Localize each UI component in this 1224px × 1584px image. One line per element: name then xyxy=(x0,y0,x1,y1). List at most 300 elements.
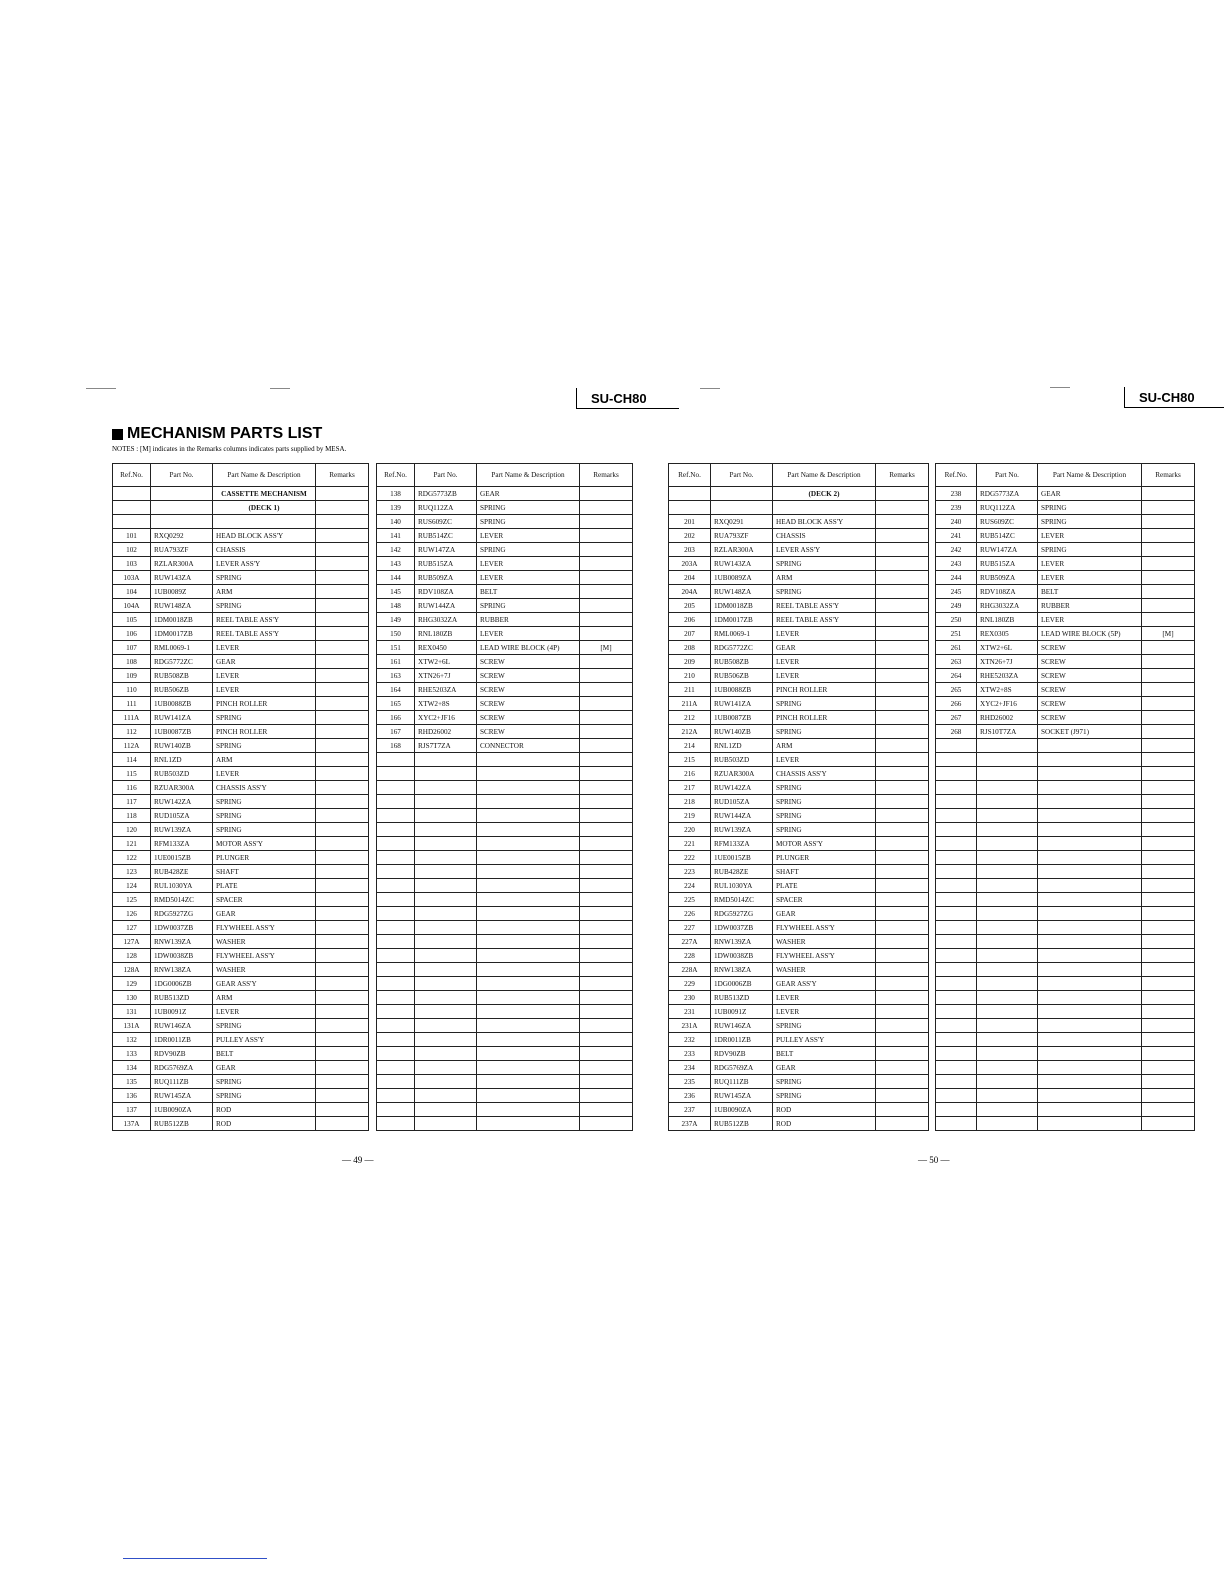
ref-cell: 133 xyxy=(113,1047,151,1061)
remarks-cell xyxy=(580,907,633,921)
ref-cell: 216 xyxy=(669,767,711,781)
part-no-cell: XTN26+7J xyxy=(977,655,1038,669)
description-cell xyxy=(477,1075,580,1089)
part-no-cell xyxy=(977,753,1038,767)
ref-cell: 116 xyxy=(113,781,151,795)
table-row xyxy=(377,739,633,753)
table-row xyxy=(669,557,929,571)
remarks-cell xyxy=(876,711,929,725)
table-row xyxy=(377,935,633,949)
description-cell xyxy=(1038,1061,1142,1075)
remarks-cell xyxy=(876,725,929,739)
page-title xyxy=(112,425,322,443)
description-cell: SCREW xyxy=(477,725,580,739)
table-row xyxy=(669,893,929,907)
table-row xyxy=(936,585,1195,599)
ref-cell xyxy=(936,1047,977,1061)
col-ref-header: Ref.No. xyxy=(936,464,977,487)
table-row xyxy=(113,599,369,613)
ref-cell xyxy=(669,501,711,515)
part-no-cell xyxy=(415,935,477,949)
ref-cell: 121 xyxy=(113,837,151,851)
table-row xyxy=(377,697,633,711)
table-row xyxy=(669,921,929,935)
remarks-cell xyxy=(580,1033,633,1047)
ref-cell: 101 xyxy=(113,529,151,543)
description-cell: GEAR xyxy=(213,655,316,669)
description-cell: SPRING xyxy=(213,823,316,837)
table-row xyxy=(936,1075,1195,1089)
ref-cell xyxy=(377,1005,415,1019)
remarks-cell xyxy=(316,865,369,879)
table-row xyxy=(936,1089,1195,1103)
remarks-cell xyxy=(876,1075,929,1089)
remarks-cell xyxy=(1142,1019,1195,1033)
part-no-cell: RDV108ZA xyxy=(977,585,1038,599)
ref-cell xyxy=(936,739,977,753)
remarks-cell xyxy=(876,557,929,571)
remarks-cell xyxy=(1142,991,1195,1005)
table-row xyxy=(113,767,369,781)
description-cell: ARM xyxy=(213,991,316,1005)
remarks-cell xyxy=(876,851,929,865)
table-row xyxy=(936,599,1195,613)
description-cell: REEL TABLE ASS'Y xyxy=(773,599,876,613)
remarks-cell xyxy=(316,1089,369,1103)
ref-cell: 265 xyxy=(936,683,977,697)
ref-cell xyxy=(936,823,977,837)
description-cell xyxy=(477,1033,580,1047)
ref-cell xyxy=(377,1089,415,1103)
remarks-cell xyxy=(580,767,633,781)
ref-cell: 108 xyxy=(113,655,151,669)
table-row xyxy=(377,893,633,907)
parts-table-4 xyxy=(935,463,1195,1131)
ref-cell: 228 xyxy=(669,949,711,963)
ref-cell: 135 xyxy=(113,1075,151,1089)
table-row xyxy=(936,571,1195,585)
description-cell xyxy=(477,753,580,767)
table-body xyxy=(377,487,633,1131)
table-row xyxy=(669,711,929,725)
remarks-cell xyxy=(1142,1005,1195,1019)
ref-cell: 161 xyxy=(377,655,415,669)
description-cell: LEVER xyxy=(1038,571,1142,585)
remarks-cell xyxy=(316,1005,369,1019)
part-no-cell: RUW143ZA xyxy=(151,571,213,585)
remarks-cell xyxy=(580,1103,633,1117)
remarks-cell xyxy=(876,781,929,795)
col-part-header: Part No. xyxy=(711,464,773,487)
part-no-cell xyxy=(415,1117,477,1131)
description-cell xyxy=(477,795,580,809)
ref-cell xyxy=(936,767,977,781)
part-no-cell: 1DW0037ZB xyxy=(711,921,773,935)
table-row xyxy=(377,907,633,921)
part-no-cell xyxy=(415,893,477,907)
description-cell: SPRING xyxy=(773,1089,876,1103)
remarks-cell xyxy=(1142,963,1195,977)
remarks-cell xyxy=(316,1047,369,1061)
remarks-cell xyxy=(316,515,369,529)
remarks-cell xyxy=(1142,697,1195,711)
ref-cell: 167 xyxy=(377,725,415,739)
description-cell: CONNECTOR xyxy=(477,739,580,753)
parts-table-2 xyxy=(376,463,633,1131)
remarks-cell xyxy=(580,571,633,585)
ref-cell xyxy=(936,851,977,865)
table-row xyxy=(113,501,369,515)
table-header-row xyxy=(377,464,633,487)
part-no-cell xyxy=(415,781,477,795)
ref-cell xyxy=(377,949,415,963)
description-cell: CHASSIS xyxy=(773,529,876,543)
description-cell: LEVER xyxy=(477,627,580,641)
part-no-cell: REX0305 xyxy=(977,627,1038,641)
table-row xyxy=(669,529,929,543)
table-row xyxy=(377,585,633,599)
remarks-cell xyxy=(876,515,929,529)
part-no-cell: RUW146ZA xyxy=(711,1019,773,1033)
description-cell: SPRING xyxy=(213,809,316,823)
table-row xyxy=(113,963,369,977)
remarks-cell xyxy=(316,669,369,683)
part-no-cell xyxy=(711,487,773,501)
description-cell: GEAR ASS'Y xyxy=(213,977,316,991)
ref-cell: 166 xyxy=(377,711,415,725)
table-row xyxy=(377,1089,633,1103)
description-cell xyxy=(1038,977,1142,991)
ref-cell: 150 xyxy=(377,627,415,641)
part-no-cell: RUW144ZA xyxy=(415,599,477,613)
description-cell: SPRING xyxy=(773,781,876,795)
description-cell xyxy=(1038,809,1142,823)
table-row xyxy=(669,781,929,795)
description-cell: LEVER xyxy=(773,991,876,1005)
remarks-cell xyxy=(580,991,633,1005)
ref-cell xyxy=(377,809,415,823)
description-cell xyxy=(1038,1089,1142,1103)
ref-cell xyxy=(377,879,415,893)
ref-cell: 231 xyxy=(669,1005,711,1019)
remarks-cell xyxy=(876,823,929,837)
description-cell: WASHER xyxy=(213,935,316,949)
remarks-cell xyxy=(316,711,369,725)
table-row xyxy=(377,669,633,683)
description-cell: LEVER xyxy=(213,1005,316,1019)
remarks-cell xyxy=(580,809,633,823)
remarks-cell xyxy=(316,571,369,585)
table-row xyxy=(113,655,369,669)
description-cell xyxy=(477,949,580,963)
description-cell: LEVER xyxy=(1038,557,1142,571)
table-row xyxy=(936,711,1195,725)
part-no-cell: RUW144ZA xyxy=(711,809,773,823)
remarks-cell xyxy=(580,879,633,893)
ref-cell: 109 xyxy=(113,669,151,683)
ref-cell: 224 xyxy=(669,879,711,893)
part-no-cell: RUB506ZB xyxy=(151,683,213,697)
table-row xyxy=(936,1047,1195,1061)
description-cell: ROD xyxy=(213,1117,316,1131)
ref-cell xyxy=(377,921,415,935)
ref-cell: 203A xyxy=(669,557,711,571)
remarks-cell xyxy=(876,879,929,893)
part-no-cell xyxy=(151,515,213,529)
table-row xyxy=(669,851,929,865)
ref-cell xyxy=(377,1033,415,1047)
ref-cell: 238 xyxy=(936,487,977,501)
table-row xyxy=(669,963,929,977)
description-cell xyxy=(477,865,580,879)
description-cell: SPRING xyxy=(213,711,316,725)
description-cell: MOTOR ASS'Y xyxy=(773,837,876,851)
table-row xyxy=(936,851,1195,865)
parts-table-3 xyxy=(668,463,929,1131)
table-row xyxy=(936,921,1195,935)
ref-cell xyxy=(377,753,415,767)
table-row xyxy=(377,837,633,851)
part-no-cell: 1DW0037ZB xyxy=(151,921,213,935)
table-row xyxy=(377,613,633,627)
table-row xyxy=(669,809,929,823)
part-no-cell: 1DM0018ZB xyxy=(151,613,213,627)
part-no-cell: RDG5773ZB xyxy=(415,487,477,501)
ref-cell: 212 xyxy=(669,711,711,725)
ref-cell xyxy=(936,991,977,1005)
part-no-cell: RUW142ZA xyxy=(151,795,213,809)
remarks-cell xyxy=(316,1103,369,1117)
remarks-cell xyxy=(580,1061,633,1075)
col-remarks-header: Remarks xyxy=(1142,464,1195,487)
page-number-left: — 49 — xyxy=(342,1155,374,1165)
remarks-cell xyxy=(580,1005,633,1019)
description-cell: GEAR xyxy=(1038,487,1142,501)
remarks-cell xyxy=(876,977,929,991)
part-no-cell: RUQ112ZA xyxy=(977,501,1038,515)
description-cell xyxy=(477,991,580,1005)
ref-cell xyxy=(377,837,415,851)
table-row xyxy=(669,991,929,1005)
col-desc-header: Part Name & Description xyxy=(1038,464,1142,487)
ref-cell xyxy=(377,865,415,879)
ref-cell xyxy=(936,893,977,907)
ref-cell: 227A xyxy=(669,935,711,949)
remarks-cell xyxy=(316,599,369,613)
ref-cell: 239 xyxy=(936,501,977,515)
part-no-cell: RUQ112ZA xyxy=(415,501,477,515)
ref-cell xyxy=(936,935,977,949)
description-cell: LEVER xyxy=(213,669,316,683)
description-cell xyxy=(1038,1019,1142,1033)
description-cell xyxy=(1038,1047,1142,1061)
scan-rule xyxy=(270,388,290,389)
page-title-text: MECHANISM PARTS LIST xyxy=(127,425,323,442)
description-cell: FLYWHEEL ASS'Y xyxy=(213,921,316,935)
part-no-cell xyxy=(977,949,1038,963)
table-row xyxy=(377,809,633,823)
description-cell: ROD xyxy=(773,1117,876,1131)
part-no-cell: RNL180ZB xyxy=(415,627,477,641)
ref-cell xyxy=(936,1117,977,1131)
ref-cell: 149 xyxy=(377,613,415,627)
description-cell xyxy=(213,515,316,529)
description-cell xyxy=(477,1061,580,1075)
remarks-cell xyxy=(580,599,633,613)
description-cell: HEAD BLOCK ASS'Y xyxy=(213,529,316,543)
remarks-cell: [M] xyxy=(580,641,633,655)
description-cell xyxy=(1038,893,1142,907)
remarks-cell xyxy=(580,487,633,501)
table-row xyxy=(936,543,1195,557)
table-row xyxy=(377,1005,633,1019)
part-no-cell xyxy=(977,1075,1038,1089)
part-no-cell xyxy=(977,893,1038,907)
ref-cell: 139 xyxy=(377,501,415,515)
table-row xyxy=(669,655,929,669)
ref-cell: 132 xyxy=(113,1033,151,1047)
table-row xyxy=(377,1033,633,1047)
table-row xyxy=(669,599,929,613)
description-cell: GEAR ASS'Y xyxy=(773,977,876,991)
description-cell xyxy=(1038,851,1142,865)
part-no-cell: RUB503ZD xyxy=(711,753,773,767)
table-row xyxy=(669,935,929,949)
remarks-cell xyxy=(580,725,633,739)
table-row xyxy=(669,585,929,599)
part-no-cell xyxy=(415,753,477,767)
scan-rule xyxy=(1050,387,1070,388)
remarks-cell xyxy=(316,1061,369,1075)
table-row xyxy=(377,1061,633,1075)
table-row xyxy=(113,627,369,641)
ref-cell: 204A xyxy=(669,585,711,599)
description-cell xyxy=(773,501,876,515)
part-no-cell: RNL1ZD xyxy=(151,753,213,767)
remarks-cell: [M] xyxy=(1142,627,1195,641)
remarks-cell xyxy=(876,613,929,627)
ref-cell: 207 xyxy=(669,627,711,641)
description-cell xyxy=(477,1047,580,1061)
part-no-cell xyxy=(415,823,477,837)
description-cell: SPRING xyxy=(477,543,580,557)
part-no-cell xyxy=(977,1089,1038,1103)
remarks-cell xyxy=(1142,935,1195,949)
remarks-cell xyxy=(316,963,369,977)
table-row xyxy=(377,1075,633,1089)
remarks-cell xyxy=(580,781,633,795)
part-no-cell: 1DG0006ZB xyxy=(711,977,773,991)
remarks-cell xyxy=(316,823,369,837)
ref-cell: 225 xyxy=(669,893,711,907)
part-no-cell: RNL180ZB xyxy=(977,613,1038,627)
ref-cell xyxy=(377,1019,415,1033)
model-label-left: SU-CH80 xyxy=(576,388,679,409)
remarks-cell xyxy=(1142,1075,1195,1089)
part-no-cell: RUB515ZA xyxy=(415,557,477,571)
description-cell: LEVER xyxy=(213,767,316,781)
table-row xyxy=(936,697,1195,711)
part-no-cell xyxy=(977,977,1038,991)
remarks-cell xyxy=(580,1075,633,1089)
table-row xyxy=(377,851,633,865)
remarks-cell xyxy=(1142,907,1195,921)
ref-cell: 112 xyxy=(113,725,151,739)
part-no-cell: RUW147ZA xyxy=(415,543,477,557)
part-no-cell: RXQ0291 xyxy=(711,515,773,529)
ref-cell: 142 xyxy=(377,543,415,557)
remarks-cell xyxy=(316,613,369,627)
description-cell: GEAR xyxy=(773,907,876,921)
description-cell xyxy=(1038,1103,1142,1117)
ref-cell xyxy=(936,1005,977,1019)
part-no-cell: RUB428ZE xyxy=(151,865,213,879)
table-row xyxy=(113,935,369,949)
part-no-cell: RZLAR300A xyxy=(151,557,213,571)
ref-cell xyxy=(377,767,415,781)
part-no-cell: RXQ0292 xyxy=(151,529,213,543)
description-cell: SOCKET (J971) xyxy=(1038,725,1142,739)
part-no-cell: RHD26002 xyxy=(415,725,477,739)
description-cell: REEL TABLE ASS'Y xyxy=(773,613,876,627)
table-row xyxy=(669,907,929,921)
table-row xyxy=(113,1089,369,1103)
part-no-cell xyxy=(415,1019,477,1033)
ref-cell: 220 xyxy=(669,823,711,837)
part-no-cell: RDG5769ZA xyxy=(711,1061,773,1075)
table-row xyxy=(113,879,369,893)
ref-cell: 111A xyxy=(113,711,151,725)
description-cell: SCREW xyxy=(477,711,580,725)
ref-cell: 208 xyxy=(669,641,711,655)
part-no-cell: RUB506ZB xyxy=(711,669,773,683)
table-body xyxy=(669,487,929,1131)
remarks-cell xyxy=(316,739,369,753)
part-no-cell: RUW140ZB xyxy=(151,739,213,753)
table-row xyxy=(377,767,633,781)
part-no-cell: RUB514ZC xyxy=(415,529,477,543)
ref-cell xyxy=(669,487,711,501)
ref-cell: 115 xyxy=(113,767,151,781)
remarks-cell xyxy=(1142,781,1195,795)
remarks-cell xyxy=(580,893,633,907)
ref-cell: 230 xyxy=(669,991,711,1005)
table-row xyxy=(936,739,1195,753)
table-row xyxy=(113,781,369,795)
description-cell xyxy=(477,893,580,907)
remarks-cell xyxy=(316,529,369,543)
description-cell: SCREW xyxy=(1038,641,1142,655)
ref-cell: 130 xyxy=(113,991,151,1005)
ref-cell xyxy=(377,991,415,1005)
remarks-cell xyxy=(1142,1047,1195,1061)
description-cell xyxy=(1038,739,1142,753)
ref-cell: 131A xyxy=(113,1019,151,1033)
table-row xyxy=(936,641,1195,655)
part-no-cell: 1DW0038ZB xyxy=(711,949,773,963)
description-cell: RUBBER xyxy=(1038,599,1142,613)
description-cell: FLYWHEEL ASS'Y xyxy=(773,949,876,963)
description-cell: HEAD BLOCK ASS'Y xyxy=(773,515,876,529)
remarks-cell xyxy=(316,837,369,851)
table-row xyxy=(936,557,1195,571)
table-row xyxy=(669,697,929,711)
table-row xyxy=(936,991,1195,1005)
ref-cell: 144 xyxy=(377,571,415,585)
table-header-row xyxy=(669,464,929,487)
ref-cell: 251 xyxy=(936,627,977,641)
remarks-cell xyxy=(1142,585,1195,599)
